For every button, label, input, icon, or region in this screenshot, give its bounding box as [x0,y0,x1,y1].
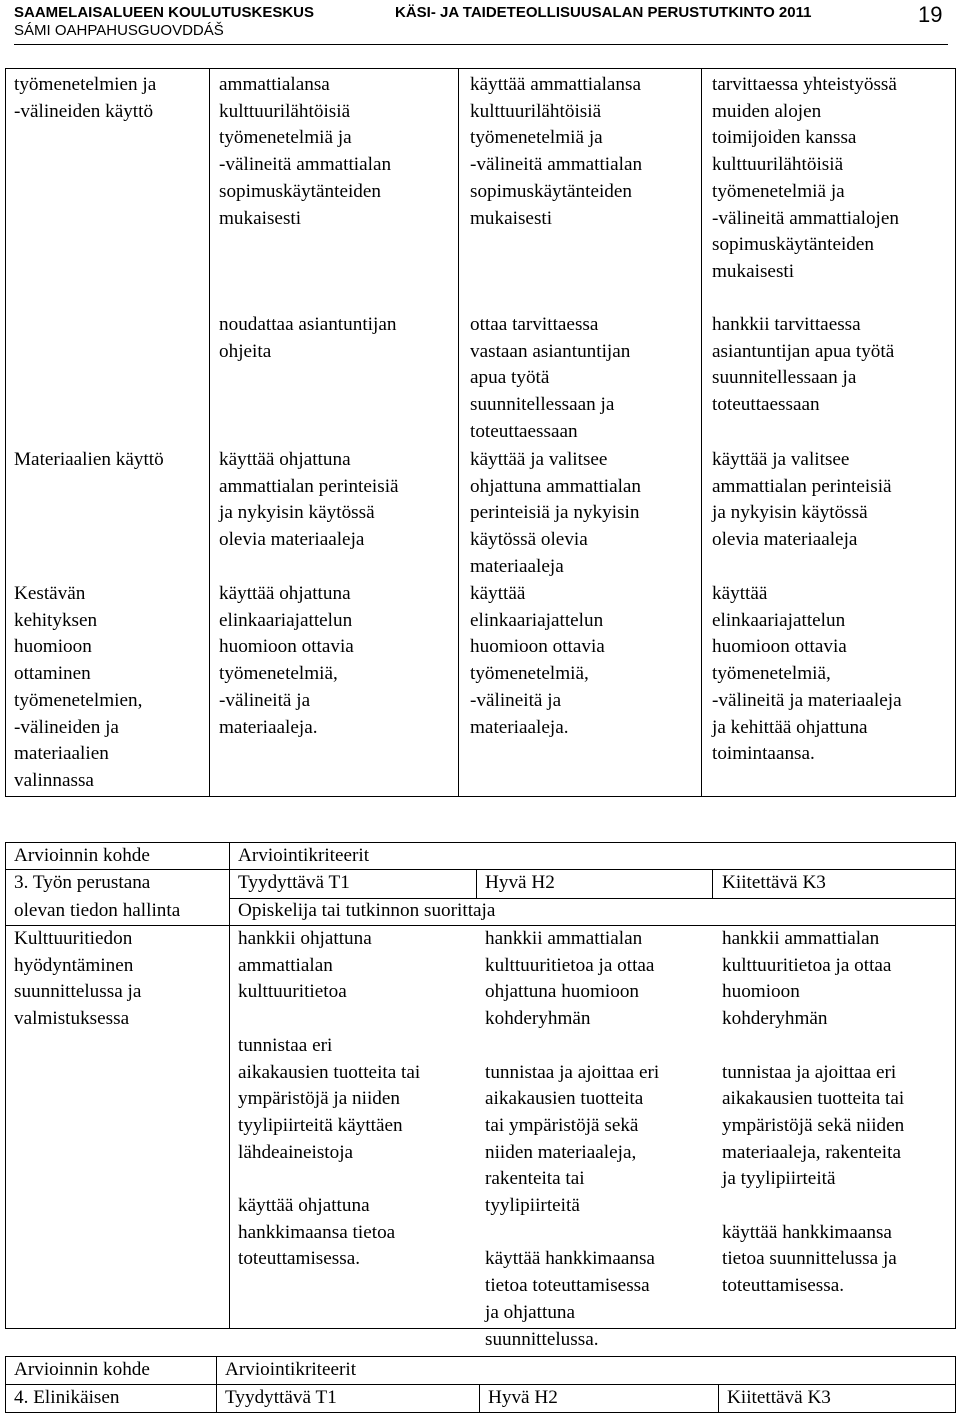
table3-head-target: Arvioinnin kohde [14,1359,150,1380]
table2-grade-k3: Kiitettävä K3 [722,872,826,893]
table2-target-title-cont: olevan tiedon hallinta [14,900,181,921]
table1-row3-k3: käyttää ja valitsee ammattialan perinteisiä ja nykyisin käytössä olevia materiaaleja [712,449,892,551]
organization-name: SAAMELAISALUEEN KOULUTUSKESKUS [14,4,315,21]
table1-border-bottom [5,796,956,797]
table2-target-body: Kulttuuritiedon hyödyntäminen suunnittelussa ja valmistuksessa [14,928,142,1030]
table2-border-right [955,842,956,1329]
table1-border-top [5,68,956,69]
table2-col-divider [229,842,230,1329]
table1-row3-t1: käyttää ohjattuna ammattialan perinteisiä ja nykyisin käytössä olevia materiaaleja [219,449,399,551]
table1-row4-target: Kestävän kehityksen huomioon ottaminen työmenetelmien, -välineiden ja materiaalien valinnassa [14,583,143,791]
table1-row2-k3: hankkii tarvittaessa asiantuntijan apua työtä suunnitellessaan ja toteuttaessaan [712,314,895,416]
table1-border-right [955,68,956,797]
table3-grade-k3: Kiitettävä K3 [727,1387,831,1408]
table3-grade-h2: Hyvä H2 [488,1387,558,1408]
table2-border-bottom [5,1328,956,1329]
organization-name-sami: SÁMI OAHPAHUSGUOVDDÁŠ [14,22,224,39]
table3-col-divider [216,1356,217,1413]
table2-col-divider [712,869,713,899]
table1-row2-h2: ottaa tarvittaessa vastaan asiantuntijan apua työtä suunnitellessaan ja toteuttaessaan [470,314,631,442]
page-number: 19 [918,2,943,27]
table1-row1-target: työmenetelmien ja -välineiden käyttö [14,74,157,122]
table2-head-target: Arvioinnin kohde [14,845,150,866]
table3-border-bottom [5,1412,956,1413]
table3-col-divider [718,1384,719,1413]
table1-col-divider [701,68,702,797]
table1-col-divider [209,68,210,797]
header-divider [14,44,948,45]
table1-row4-k3: käyttää elinkaariajattelun huomioon ottavia työmenetelmiä, -välineitä ja materiaaleja ja kehittää ohjattuna toimintaansa. [712,583,902,765]
table1-row1-k3: tarvittaessa yhteistyössä muiden alojen toimijoiden kanssa kulttuurilähtöisiä työmenetelmiä ja -välineitä ammattialojen sopimuskäytänteiden mukaisesti [712,74,900,282]
table2-subject: Opiskelija tai tutkinnon suorittaja [238,900,496,921]
table3-border-right [955,1356,956,1413]
table1-border-left [5,68,6,797]
table1-row4-h2: käyttää elinkaariajattelun huomioon ottavia työmenetelmiä, -välineitä ja materiaaleja. [470,583,605,738]
table1-row1-t1: ammattialansa kulttuurilähtöisiä työmenetelmiä ja -välineitä ammattialan sopimuskäytänteiden mukaisesti [219,74,392,229]
table1-col-divider [458,68,459,797]
table1-row4-t1: käyttää ohjattuna elinkaariajattelun huomioon ottavia työmenetelmiä, -välineitä ja materiaaleja. [219,583,354,738]
table1-row3-target: Materiaalien käyttö [14,449,164,470]
table1-row3-h2: käyttää ja valitsee ohjattuna ammattialan perinteisiä ja nykyisin käytössä olevia materiaaleja [470,449,642,577]
table2-head-criteria: Arviointikriteerit [238,845,370,866]
table3-grade-t1: Tyydyttävä T1 [225,1387,337,1408]
table2-target-title: 3. Työn perustana [14,872,151,893]
table2-col-divider [476,869,477,899]
table2-k3-criteria: hankkii ammattialan kulttuuritietoa ja ottaa huomioon kohderyhmän tunnistaa ja ajoittaa eri aikakausien tuotteita tai ympäristöjä sekä niiden materiaaleja, rakenteita ja tyylipiirteitä käyttää hankkimaansa tietoa suunnittelussa ja toteuttamisessa. [722,928,905,1297]
table1-row2-t1: noudattaa asiantuntijan ohjeita [219,314,397,362]
table3-col-divider [479,1384,480,1413]
page-header [0,0,960,70]
table3-target-title: 4. Elinikäisen [14,1387,120,1408]
table3-head-criteria: Arviointikriteerit [225,1359,357,1380]
degree-title: KÄSI- JA TAIDETEOLLISUUSALAN PERUSTUTKINTO 2011 [395,4,812,21]
table3-border-left [5,1356,6,1413]
table2-border-left [5,842,6,1329]
table2-t1-criteria: hankkii ohjattuna ammattialan kulttuuritietoa tunnistaa eri aikakausien tuotteita tai ympäristöjä ja niiden tyylipiirteitä käyttäen lähdeaineistoja käyttää ohjattuna hankkimaansa tietoa toteuttamisessa. [238,928,421,1270]
table2-grade-t1: Tyydyttävä T1 [238,872,350,893]
table2-h2-criteria: hankkii ammattialan kulttuuritietoa ja ottaa ohjattuna huomioon kohderyhmän tunnistaa ja ajoittaa eri aikakausien tuotteita tai ympäristöjä sekä niiden materiaaleja, rakenteita tai tyylipiirteitä käyttää hankkimaansa tietoa toteuttamisessa ja ohjattuna suunnittelussa. [485,928,660,1350]
table1-row1-h2: käyttää ammattialansa kulttuurilähtöisiä työmenetelmiä ja -välineitä ammattialan sopimuskäytänteiden mukaisesti [470,74,643,229]
table2-grade-h2: Hyvä H2 [485,872,555,893]
